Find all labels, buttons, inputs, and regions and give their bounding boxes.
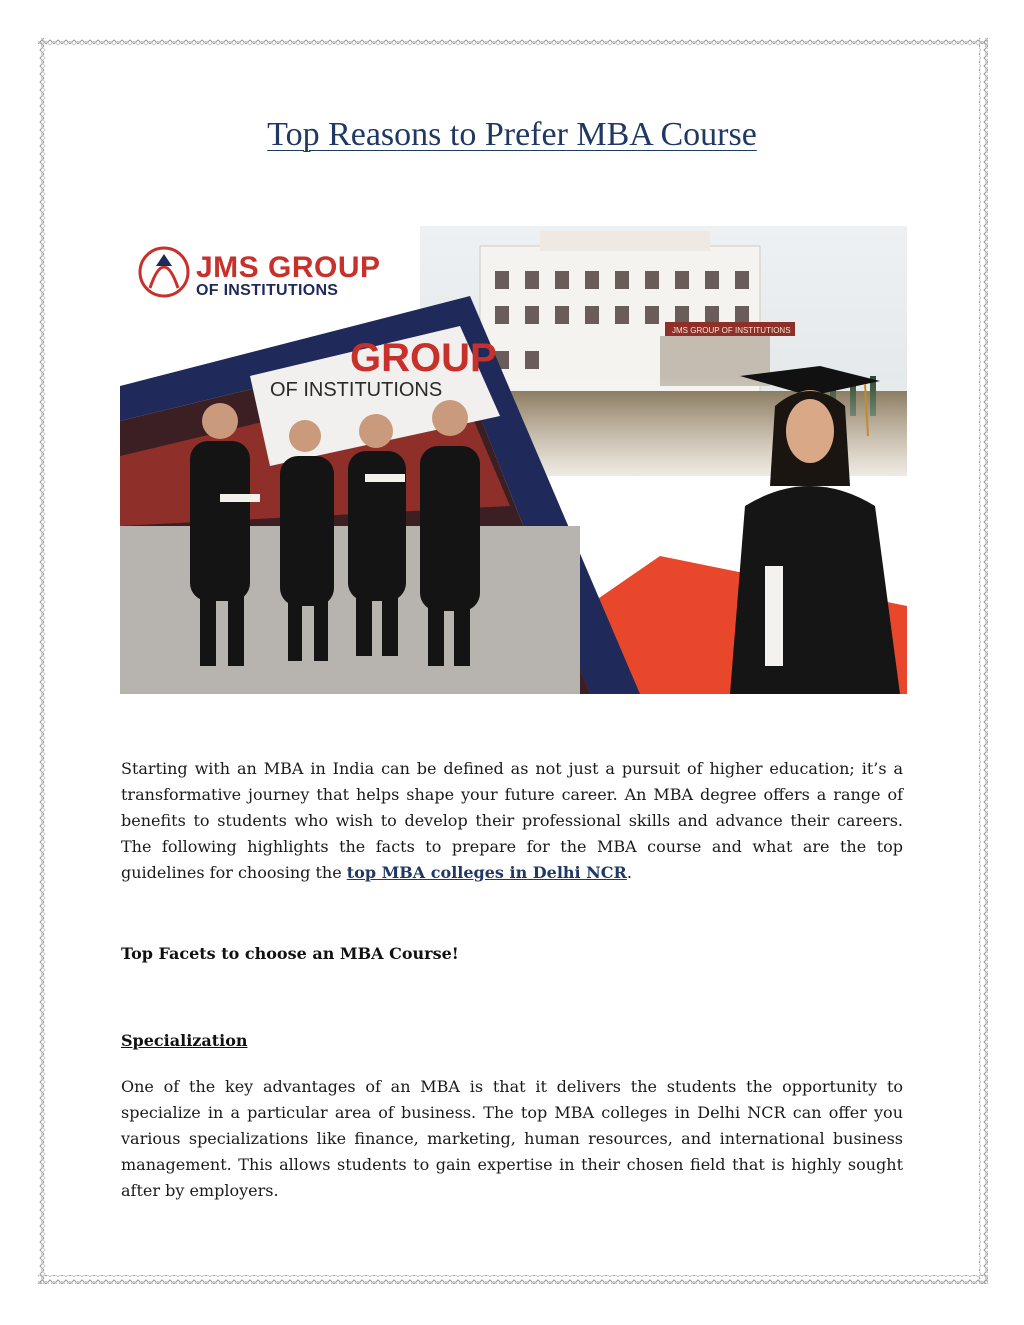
banner-subtext: OF INSTITUTIONS xyxy=(270,379,443,401)
specialization-paragraph: One of the key advantages of an MBA is that it delivers the students the opportunity to specialize in a particular area of business. The top MBA colleges in Delhi NCR can offer you various specializations like finance, marketing, human resources, and international business management. This allows students to gain expertise in their chosen field that is highly sought after by employers. xyxy=(121,1077,903,1200)
logo-title: JMS GROUP xyxy=(196,251,381,284)
logo-emblem-icon xyxy=(140,248,188,296)
top-mba-colleges-link[interactable]: top MBA colleges in Delhi NCR xyxy=(346,863,627,882)
logo-subtitle: OF INSTITUTIONS xyxy=(196,282,339,299)
intro-text: Starting with an MBA in India can be defined as not just a pursuit of higher education; it’s a transformative journey that helps shape your future career. An MBA degree offers a range of benefits to students who wish to develop their professional skills and advance their careers. The following highlights the facts to prepare for the MBA course and what are the top guidelines for choosing the xyxy=(121,759,903,882)
intro-paragraph xyxy=(121,756,903,886)
banner-text: GROUP xyxy=(350,336,497,380)
intro-end: . xyxy=(626,863,632,882)
specialization-subheading: Specialization xyxy=(121,1031,248,1050)
logo xyxy=(196,251,381,300)
section-heading: Top Facets to choose an MBA Course! xyxy=(121,944,459,963)
building-sign: JMS GROUP OF INSTITUTIONS xyxy=(672,326,791,335)
hero-image xyxy=(120,226,907,694)
page-title: Top Reasons to Prefer MBA Course xyxy=(267,116,757,153)
